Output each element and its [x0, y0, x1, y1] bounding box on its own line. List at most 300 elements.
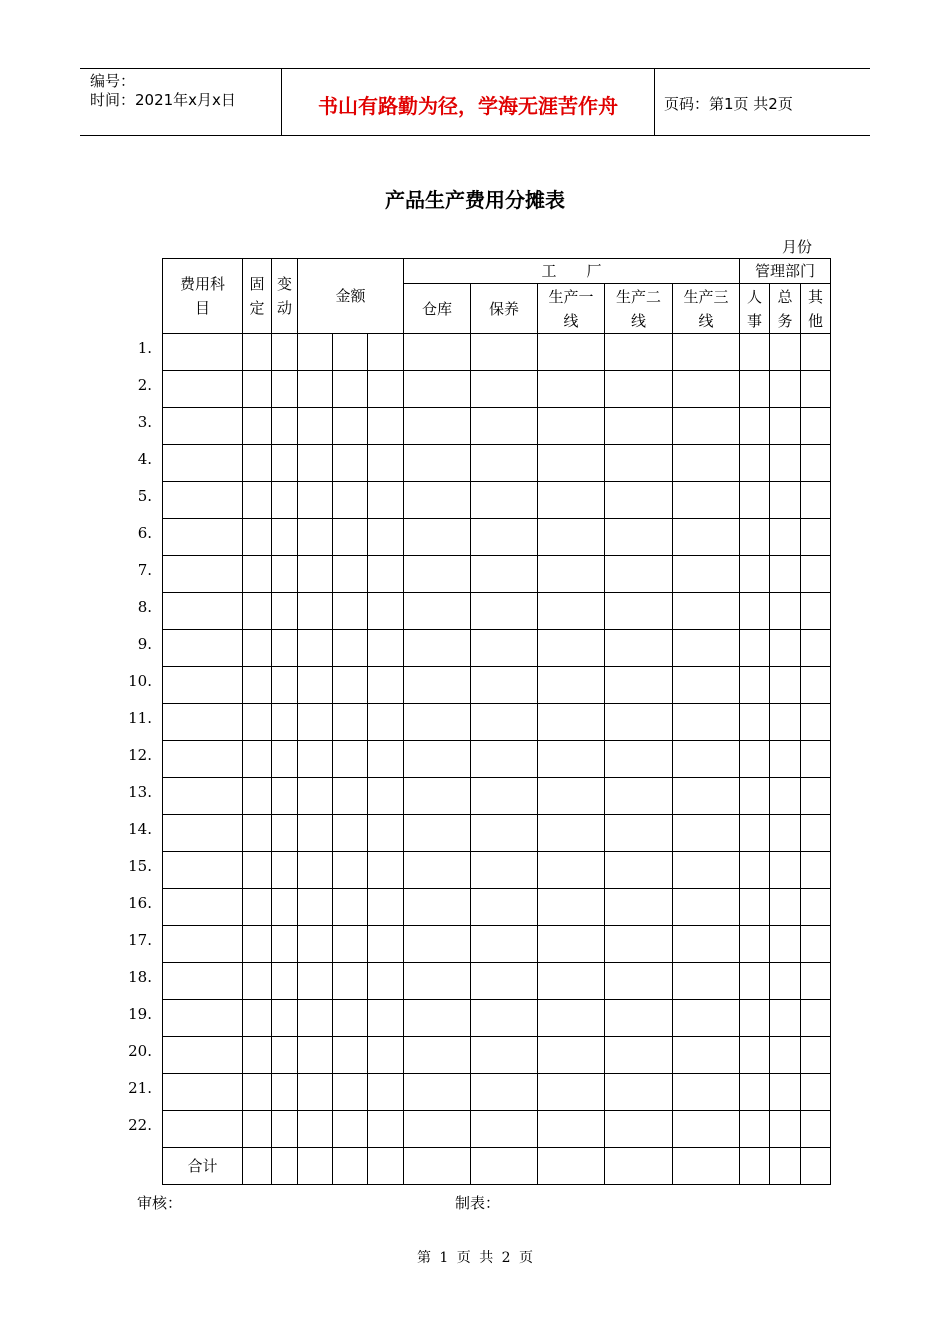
table-cell — [770, 815, 801, 852]
table-cell — [740, 1074, 770, 1111]
table-cell — [538, 593, 605, 630]
table-cell — [404, 630, 471, 667]
table-cell — [740, 926, 770, 963]
table-row — [163, 778, 831, 815]
table-cell — [673, 889, 740, 926]
table-cell — [471, 926, 538, 963]
table-cell — [404, 889, 471, 926]
table-cell — [272, 1111, 298, 1148]
table-cell — [404, 371, 471, 408]
table-cell — [801, 408, 831, 445]
table-cell — [770, 667, 801, 704]
table-cell — [272, 482, 298, 519]
row-number: 14. — [128, 820, 152, 838]
table-cell — [605, 741, 673, 778]
table-cell — [471, 519, 538, 556]
table-cell — [538, 445, 605, 482]
row-number: 12. — [128, 746, 152, 764]
table-cell — [538, 519, 605, 556]
table-cell — [163, 1111, 243, 1148]
table-cell — [770, 778, 801, 815]
header-motto: 书山有路勤为径，学海无涯苦作舟 — [318, 94, 618, 118]
table-cell — [801, 556, 831, 593]
table-cell — [801, 704, 831, 741]
header-cell-fixed: 固定 — [243, 259, 272, 334]
table-cell — [368, 667, 404, 704]
prepared-by-label: 制表： — [455, 1194, 501, 1212]
table-cell — [673, 963, 740, 1000]
table-cell — [538, 334, 605, 371]
row-number: 6. — [137, 524, 152, 542]
table-cell — [471, 778, 538, 815]
table-cell — [243, 593, 272, 630]
table-cell — [471, 889, 538, 926]
table-cell — [333, 556, 368, 593]
table-cell — [272, 556, 298, 593]
table-cell — [368, 556, 404, 593]
table-cell — [243, 1074, 272, 1111]
table-cell — [368, 334, 404, 371]
table-cell — [605, 1037, 673, 1074]
table-cell — [272, 1074, 298, 1111]
table-cell — [163, 371, 243, 408]
table-cell — [333, 778, 368, 815]
table-row — [163, 704, 831, 741]
row-number: 7. — [137, 561, 152, 579]
table-cell — [538, 778, 605, 815]
table-cell — [298, 1111, 333, 1148]
total-cell — [801, 1148, 831, 1185]
table-cell — [243, 408, 272, 445]
table-cell — [243, 445, 272, 482]
table-cell — [163, 1074, 243, 1111]
table-cell — [740, 482, 770, 519]
header-top-rule — [80, 68, 870, 69]
table-cell — [538, 408, 605, 445]
table-cell — [404, 593, 471, 630]
table-cell — [673, 482, 740, 519]
table-cell — [740, 371, 770, 408]
table-cell — [333, 1000, 368, 1037]
row-number: 19. — [128, 1005, 152, 1023]
table-cell — [740, 889, 770, 926]
row-number: 22. — [128, 1116, 152, 1134]
table-cell — [673, 815, 740, 852]
table-cell — [673, 445, 740, 482]
table-cell — [368, 778, 404, 815]
table-cell — [298, 741, 333, 778]
table-cell — [605, 815, 673, 852]
table-cell — [471, 408, 538, 445]
table-cell — [538, 1074, 605, 1111]
table-cell — [404, 1037, 471, 1074]
table-cell — [770, 593, 801, 630]
header-group-admin: 管理部门 — [740, 259, 831, 284]
table-cell — [740, 1037, 770, 1074]
table-cell — [368, 926, 404, 963]
table-cell — [605, 408, 673, 445]
table-cell — [471, 593, 538, 630]
table-cell — [298, 1000, 333, 1037]
table-cell — [673, 926, 740, 963]
table-cell — [333, 926, 368, 963]
table-cell — [471, 667, 538, 704]
table-cell — [243, 704, 272, 741]
table-cell — [404, 852, 471, 889]
table-cell — [272, 593, 298, 630]
table-cell — [770, 630, 801, 667]
table-cell — [333, 408, 368, 445]
table-row — [163, 852, 831, 889]
table-cell — [368, 630, 404, 667]
table-cell — [605, 1074, 673, 1111]
table-cell — [298, 889, 333, 926]
table-cell — [272, 334, 298, 371]
table-cell — [243, 815, 272, 852]
table-cell — [605, 852, 673, 889]
table-cell — [272, 667, 298, 704]
table-cell — [368, 1111, 404, 1148]
row-number: 20. — [128, 1042, 152, 1060]
table-cell — [243, 1000, 272, 1037]
table-cell — [243, 1111, 272, 1148]
table-cell — [605, 778, 673, 815]
table-cell — [404, 408, 471, 445]
table-cell — [163, 482, 243, 519]
total-cell — [404, 1148, 471, 1185]
table-cell — [298, 445, 333, 482]
table-cell — [243, 556, 272, 593]
table-cell — [471, 963, 538, 1000]
table-cell — [333, 371, 368, 408]
table-cell — [740, 408, 770, 445]
table-cell — [673, 519, 740, 556]
table-row — [163, 1111, 831, 1148]
table-cell — [605, 630, 673, 667]
total-cell — [673, 1148, 740, 1185]
page-footer: 第 1 页 共 2 页 — [416, 1250, 534, 1266]
table-cell — [770, 1037, 801, 1074]
table-cell — [605, 482, 673, 519]
header-group-factory: 工 厂 — [404, 259, 740, 284]
table-cell — [770, 852, 801, 889]
table-cell — [605, 704, 673, 741]
table-cell — [801, 371, 831, 408]
table-cell — [605, 889, 673, 926]
total-cell — [298, 1148, 333, 1185]
table-cell — [368, 371, 404, 408]
total-cell — [243, 1148, 272, 1185]
table-cell — [333, 593, 368, 630]
header-cell-amount: 金额 — [298, 259, 404, 334]
table-cell — [333, 889, 368, 926]
table-cell — [243, 519, 272, 556]
table-cell — [298, 667, 333, 704]
table-cell — [673, 371, 740, 408]
table-cell — [740, 704, 770, 741]
table-cell — [243, 482, 272, 519]
table-cell — [801, 778, 831, 815]
table-cell — [673, 408, 740, 445]
table-cell — [538, 1037, 605, 1074]
header-cell-variable: 变动 — [272, 259, 298, 334]
row-number: 21. — [128, 1079, 152, 1097]
table-cell — [243, 852, 272, 889]
table-cell — [605, 1111, 673, 1148]
table-cell — [770, 445, 801, 482]
table-cell — [801, 334, 831, 371]
table-cell — [471, 445, 538, 482]
row-number: 17. — [128, 931, 152, 949]
header-divider-right — [654, 68, 655, 136]
total-cell — [740, 1148, 770, 1185]
table-cell — [770, 889, 801, 926]
table-cell — [801, 1000, 831, 1037]
table-cell — [368, 704, 404, 741]
table-cell — [163, 815, 243, 852]
table-cell — [538, 667, 605, 704]
row-number: 10. — [128, 672, 152, 690]
table-cell — [605, 963, 673, 1000]
table-cell — [272, 1000, 298, 1037]
table-cell — [538, 889, 605, 926]
table-cell — [673, 593, 740, 630]
table-cell — [605, 334, 673, 371]
document-number-label: 编号： — [90, 72, 136, 90]
table-cell — [243, 889, 272, 926]
table-cell — [801, 667, 831, 704]
table-cell — [801, 1074, 831, 1111]
table-cell — [740, 778, 770, 815]
table-cell — [471, 815, 538, 852]
total-cell — [538, 1148, 605, 1185]
table-cell — [333, 1111, 368, 1148]
table-cell — [163, 741, 243, 778]
table-row — [163, 741, 831, 778]
table-cell — [673, 630, 740, 667]
table-cell — [404, 445, 471, 482]
table-cell — [404, 778, 471, 815]
total-cell — [272, 1148, 298, 1185]
table-cell — [740, 1111, 770, 1148]
table-row — [163, 371, 831, 408]
table-row — [163, 482, 831, 519]
table-cell — [333, 963, 368, 1000]
total-cell — [471, 1148, 538, 1185]
table-cell — [272, 1037, 298, 1074]
table-cell — [298, 593, 333, 630]
table-cell — [538, 815, 605, 852]
table-cell — [538, 630, 605, 667]
table-row — [163, 519, 831, 556]
table-cell — [298, 334, 333, 371]
table-cell — [368, 593, 404, 630]
table-cell — [272, 963, 298, 1000]
table-cell — [298, 963, 333, 1000]
table-cell — [163, 926, 243, 963]
table-cell — [243, 334, 272, 371]
table-cell — [333, 852, 368, 889]
table-cell — [272, 889, 298, 926]
table-cell — [163, 852, 243, 889]
header-cell-subject: 费用科目 — [163, 259, 243, 334]
table-cell — [272, 445, 298, 482]
table-cell — [673, 1037, 740, 1074]
table-cell — [801, 519, 831, 556]
table-cell — [740, 815, 770, 852]
table-cell — [673, 1074, 740, 1111]
table-cell — [163, 334, 243, 371]
table-cell — [801, 482, 831, 519]
total-label-cell: 合计 — [163, 1148, 243, 1185]
table-cell — [163, 1000, 243, 1037]
table-cell — [801, 741, 831, 778]
table-cell — [770, 408, 801, 445]
table-cell — [740, 667, 770, 704]
header-page-indicator: 页码：第1页 共2页 — [664, 95, 793, 113]
table-cell — [243, 778, 272, 815]
header-cell-line-1: 生产一线 — [538, 284, 605, 334]
table-cell — [538, 704, 605, 741]
table-cell — [368, 889, 404, 926]
table-cell — [404, 704, 471, 741]
table-cell — [673, 667, 740, 704]
row-number: 15. — [128, 857, 152, 875]
table-row — [163, 630, 831, 667]
table-cell — [272, 704, 298, 741]
table-cell — [368, 408, 404, 445]
table-cell — [770, 704, 801, 741]
table-cell — [243, 630, 272, 667]
table-cell — [404, 667, 471, 704]
table-cell — [801, 963, 831, 1000]
row-number: 4. — [137, 450, 152, 468]
table-cell — [298, 852, 333, 889]
table-cell — [163, 963, 243, 1000]
table-cell — [801, 445, 831, 482]
review-label: 审核： — [137, 1194, 183, 1212]
table-cell — [333, 334, 368, 371]
table-cell — [333, 519, 368, 556]
table-cell — [272, 519, 298, 556]
table-cell — [163, 519, 243, 556]
table-cell — [333, 1037, 368, 1074]
table-cell — [471, 741, 538, 778]
table-cell — [298, 408, 333, 445]
table-cell — [163, 667, 243, 704]
row-number: 1. — [137, 339, 152, 357]
table-cell — [770, 1111, 801, 1148]
table-cell — [243, 926, 272, 963]
table-cell — [770, 741, 801, 778]
table-row — [163, 667, 831, 704]
row-number: 13. — [128, 783, 152, 801]
table-cell — [471, 556, 538, 593]
table-cell — [404, 482, 471, 519]
table-cell — [740, 556, 770, 593]
table-cell — [740, 519, 770, 556]
table-cell — [740, 1000, 770, 1037]
table-cell — [368, 519, 404, 556]
table-row — [163, 445, 831, 482]
table-cell — [333, 815, 368, 852]
table-cell — [272, 630, 298, 667]
table-cell — [163, 1037, 243, 1074]
total-cell — [605, 1148, 673, 1185]
table-cell — [605, 667, 673, 704]
table-cell — [404, 926, 471, 963]
table-cell — [298, 704, 333, 741]
row-number: 8. — [137, 598, 152, 616]
table-cell — [673, 1000, 740, 1037]
expense-allocation-table — [162, 258, 831, 1185]
table-cell — [673, 334, 740, 371]
table-cell — [770, 556, 801, 593]
table-cell — [163, 704, 243, 741]
total-cell — [333, 1148, 368, 1185]
table-cell — [801, 630, 831, 667]
table-cell — [333, 482, 368, 519]
table-cell — [471, 630, 538, 667]
table-row — [163, 408, 831, 445]
table-cell — [801, 926, 831, 963]
table-cell — [770, 963, 801, 1000]
table-cell — [740, 852, 770, 889]
table-cell — [740, 963, 770, 1000]
table-cell — [538, 1000, 605, 1037]
table-cell — [163, 408, 243, 445]
document-date-label: 时间：2021年x月x日 — [90, 91, 236, 109]
table-row — [163, 963, 831, 1000]
table-cell — [740, 741, 770, 778]
table-cell — [538, 482, 605, 519]
table-cell — [163, 445, 243, 482]
table-cell — [404, 963, 471, 1000]
table-cell — [605, 1000, 673, 1037]
table-cell — [404, 1111, 471, 1148]
header-cell-line-2: 生产二线 — [605, 284, 673, 334]
table-cell — [272, 371, 298, 408]
table-cell — [770, 1000, 801, 1037]
table-cell — [471, 1000, 538, 1037]
table-cell — [770, 926, 801, 963]
table-cell — [538, 926, 605, 963]
table-cell — [673, 1111, 740, 1148]
row-number: 18. — [128, 968, 152, 986]
table-row — [163, 815, 831, 852]
table-cell — [368, 852, 404, 889]
table-cell — [605, 926, 673, 963]
header-cell-maintenance: 保养 — [471, 284, 538, 334]
table-cell — [404, 519, 471, 556]
table-cell — [471, 704, 538, 741]
table-cell — [404, 334, 471, 371]
table-cell — [740, 630, 770, 667]
row-number: 2. — [137, 376, 152, 394]
table-cell — [333, 630, 368, 667]
table-cell — [538, 556, 605, 593]
table-cell — [801, 1111, 831, 1148]
table-cell — [243, 667, 272, 704]
table-cell — [801, 852, 831, 889]
table-cell — [673, 556, 740, 593]
table-cell — [298, 482, 333, 519]
table-cell — [605, 519, 673, 556]
table-cell — [163, 556, 243, 593]
row-number: 11. — [128, 709, 152, 727]
table-body — [163, 334, 831, 1148]
table-row — [163, 1037, 831, 1074]
